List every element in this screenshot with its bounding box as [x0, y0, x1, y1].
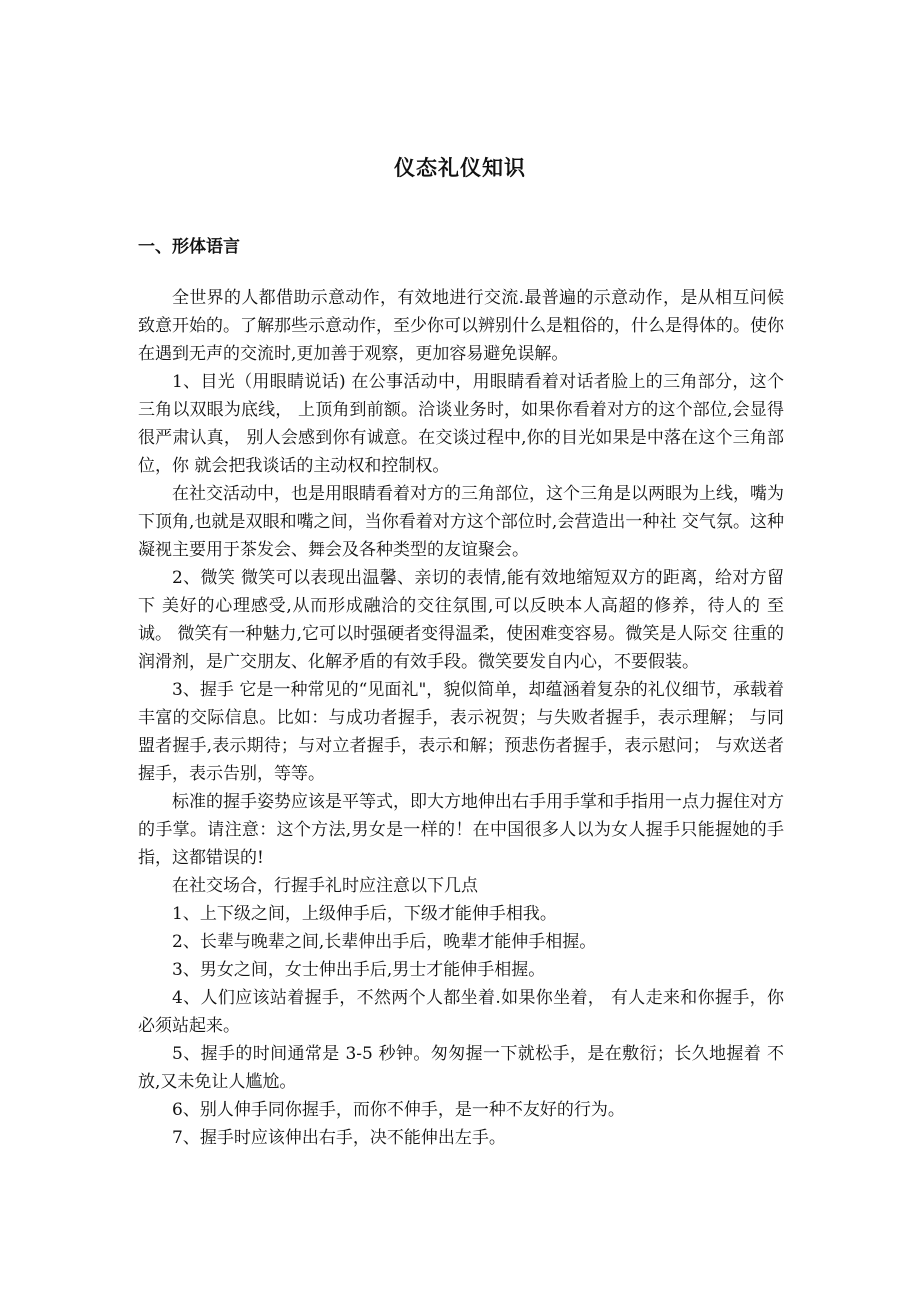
paragraph: 在社交场合，行握手礼时应注意以下几点	[172, 876, 478, 896]
paragraph: 在社交活动中，也是用眼睛看着对方的三角部位，这个三角是以两眼为上线，嘴为下顶角,也就是双眼和嘴之间，当你看着对方这个部位时,会营造出一种社 交气氛。这种凝视主要用于茶发会、舞会及各种类型的友谊聚会。	[138, 484, 784, 560]
paragraph: 全世界的人都借助示意动作，有效地进行交流.最普遍的示意动作，是从相互问候致意开始的。了解那些示意动作，至少你可以辨别什么是粗俗的，什么是得体的。使你在遇到无声的交流时,更加善于观察，更加容易避免误解。	[138, 288, 784, 364]
paragraph: 1、目光（用眼睛说话) 在公事活动中，用眼睛看着对话者脸上的三角部分，这个三角以双眼为底线， 上顶角到前额。洽谈业务时，如果你看着对方的这个部位,会显得很严肃认真， 别人会感到你有诚意。在交谈过程中,你的目光如果是中落在这个三角部位，你 就会把我谈话的主动权和控制权。	[138, 372, 784, 476]
list-item: 6、别人伸手同你握手，而你不伸手，是一种不友好的行为。	[172, 1100, 625, 1120]
list-item: 4、人们应该站着握手，不然两个人都坐着.如果你坐着， 有人走来和你握手，你必须站起来。	[138, 988, 784, 1036]
section-heading: 一、形体语言	[138, 237, 240, 257]
paragraph: 2、微笑 微笑可以表现出温馨、亲切的表情,能有效地缩短双方的距离，给对方留下 美好的心理感受,从而形成融洽的交往氛围,可以反映本人高超的修养，待人的 至诚。 微笑有一种魅力,它可以时强硬者变得温柔，使困难变容易。微笑是人际交 往重的润滑剂，是广交朋友、化解矛盾的有效手段。微笑要发自内心，不要假装。	[138, 568, 784, 672]
page-title: 仪态礼仪知识	[394, 156, 526, 180]
list-item: 2、长辈与晚辈之间,长辈伸出手后，晚辈才能伸手相握。	[172, 932, 597, 952]
paragraph: 标准的握手姿势应该是平等式，即大方地伸出右手用手掌和手指用一点力握住对方的手掌。请注意：这个方法,男女是一样的！在中国很多人以为女人握手只能握她的手指，这都错误的!	[138, 792, 784, 868]
list-item: 1、上下级之间，上级伸手后，下级才能伸手相我。	[172, 904, 557, 924]
list-item: 3、男女之间，女士伸出手后,男士才能伸手相握。	[172, 960, 546, 980]
list-item: 5、握手的时间通常是 3-5 秒钟。匆匆握一下就松手，是在敷衍；长久地握着 不放,又未免让人尴尬。	[138, 1044, 784, 1092]
paragraph: 3、握手 它是一种常见的“见面礼"，貌似简单，却蕴涵着复杂的礼仪细节，承载着 丰富的交际信息。比如：与成功者握手，表示祝贺；与失败者握手，表示理解； 与同盟者握手,表示期待；与对立者握手，表示和解；预悲伤者握手，表示慰问； 与欢送者握手，表示告别，等等。	[138, 680, 784, 784]
list-item: 7、握手时应该伸出右手，决不能伸出左手。	[172, 1128, 506, 1148]
document-body	[138, 284, 784, 1152]
